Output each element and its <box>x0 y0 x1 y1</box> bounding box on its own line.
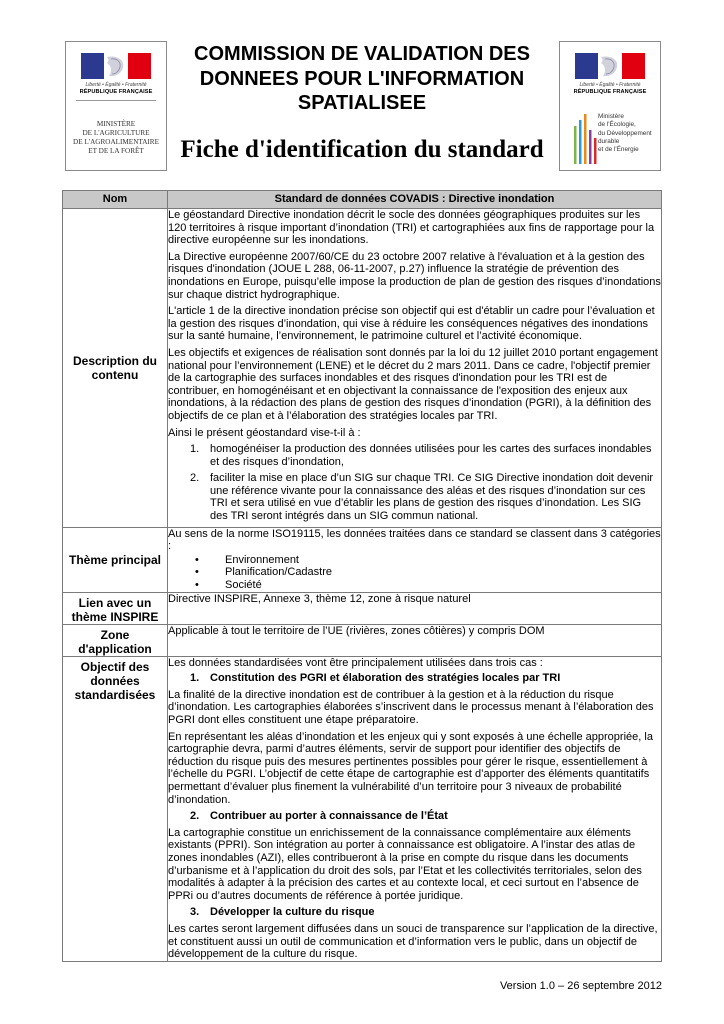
zone-value: Applicable à tout le territoire de l’UE (rivières, zones côtières) y compris DOM <box>168 624 662 656</box>
theme-value: Au sens de la norme ISO19115, les données traitées dans ce standard se classent dans 3 catégories : • Environnement • Planification/Cadastre • Société <box>168 527 661 592</box>
theme-label: Thème principal <box>63 527 168 592</box>
list-item: 2. faciliter la mise en place d’un SIG sur chaque TRI. Ce SIG Directive inondation doit devenir une référence vivante pour la connaissance des aléas et des risques d’inondation sur ces TRI et sera utilisé en vue d’établir les plans de gestion des risques d’inondation. Les SIG des TRI seront intégrés dans un SIG commun national. <box>190 472 654 523</box>
ministry-agriculture-logo <box>65 41 167 171</box>
description-label: Description du contenu <box>63 209 168 528</box>
marianne-profile-icon <box>575 53 645 79</box>
table-row-objectif <box>63 656 662 961</box>
motto-text: Liberté • Égalité • Fraternité <box>579 82 641 88</box>
table-row-description <box>63 209 662 528</box>
standard-identification-table <box>62 190 662 962</box>
inspire-label: Lien avec un thème INSPIRE <box>63 592 168 624</box>
ministry-name: MINISTÈRE DE L'AGRICULTURE DE L'AGROALIMENTAIRE ET DE LA FORÊT <box>73 120 159 155</box>
table-row-zone <box>63 624 662 656</box>
objectif-label: Objectif des données standardisées <box>63 656 168 961</box>
table-row-inspire <box>63 592 662 624</box>
nom-value: Standard de données COVADIS : Directive inondation <box>168 191 662 209</box>
ministry-name: Ministère de l'Écologie, du Développement durable et de l'Énergie <box>598 113 652 154</box>
description-value: Le géostandard Directive inondation décrit le socle des données géographiques produites sur les 120 territoires à risque important d’inondation (TRI) et cartographiées aux fins de rapportage pour la directive européenne sur les inondations. La Directive européenne 2007/60/CE du 23 octobre 2007 relative à l'évaluation et à la gestion des risques d'inondation (JOUE L 288, 06-11-2007, p.27) influence la stratégie de prévention des inondations en Europe, puisqu’elle impose la production de plan de gestion des risques d’inondations sur chaque district hydrographique. L'article 1 de la directive inondation précise son objectif qui est d'établir un cadre pour l’évaluation et la gestion des risques d’inondation, qui vise à réduire les conséquences négatives des inondations sur la santé humaine, l’environnement, le patrimoine culturel et l’activité économique. Les objectifs et exigences de réalisation sont donnés par la loi du 12 juillet 2010 portant engagement national pour l’environnement (LENE) et le décret du 2 mars 2011. Dans ce cadre, l'objectif premier de la cartographie des surfaces inondables et des risques d'inondation pour les TRI est de contribuer, en homogénéisant et en objectivant la connaissance de l'exposition des enjeux aux inondations, à la rédaction des plans de gestion des risques d’inondation (PGRI), à la définition des objectifs de ce plan et à l’élaboration des stratégies locales par TRI. Ainsi le présent géostandard vise-t-il à : 1. homogénéiser la production des données utilisées pour les cartes des surfaces inondables et des risques d’inondation, 2. faciliter la mise en place d’un SIG sur chaque TRI. Ce SIG Directive inondation doit devenir une référence vivante pour la connaissance des aléas et des risques d’inondation sur ces TRI et sera utilisé en vue d’établir les plans de gestion des risques d’inondation. Les SIG des TRI seront intégrés dans un SIG commun national. <box>168 209 662 528</box>
marianne-profile-icon <box>81 53 151 79</box>
objectif-section-heading: 3. Développer la culture du risque <box>190 906 375 919</box>
motto-text: Liberté • Égalité • Fraternité <box>85 82 147 88</box>
marianne-flag-icon <box>81 53 151 79</box>
republic-text: RÉPUBLIQUE FRANÇAISE <box>573 89 647 95</box>
republic-text: RÉPUBLIQUE FRANÇAISE <box>79 89 153 95</box>
commission-title: COMMISSION DE VALIDATION DES DONNEES POUR L'INFORMATION SPATIALISEE <box>194 43 530 114</box>
list-item: 1. homogénéiser la production des données utilisées pour les cartes des surfaces inondables et des risques d’inondation, <box>190 443 652 468</box>
list-item: • Environnement <box>195 553 299 566</box>
objectif-value: Les données standardisées vont être principalement utilisées dans trois cas : 1. Constitution des PGRI et élaboration des stratégies locales par TRI La finalité de la directive inondation est de contribuer à la gestion et à la réduction du risque d’inondation. Les cartographies élaborées s’inscrivent dans le processus menant à l’élaboration des PGRI dont elles constituent une étape préparatoire. En représentant les aléas d’inondation et les enjeux qui y sont exposés à une échelle appropriée, la cartographie devra, parmi d’autres éléments, servir de support pour identifier des objectifs de réduction du risque puis des mesures pertinentes possibles pour gérer le risque, essentiellement à l’échelle du PGRI. L’objectif de cette étape de cartographie est d’apporter des éléments quantitatifs permettant d’évaluer plus finement la vulnérabilité d’un territoire pour 3 niveaux de probabilité d’inondation. 2. Contribuer au porter à connaissance de l’État La cartographie constitue un enrichissement de la connaissance complémentaire aux éléments existants (PPRI). Son intégration au porter à connaissance est obligatoire. A l’instar des atlas de zones inondables (AZI), elles contribueront à la prise en compte du risque dans les documents d’urbanisme et à l’application du droit des sols, par l’Etat et les collectivités territoriales, selon des modalités à adapter à la précision des cartes et au contexte local, et ceci surtout en l’absence de PPRi ou d’autres documents de référence à portée juridique. 3. Développer la culture du risque Les cartes seront largement diffusées dans un souci de transparence sur l’application de la directive, et constituent aussi un outil de communication et d’information vers le public, dans un objectif de développement de la culture du risque. <box>168 656 662 961</box>
objectif-section-heading: 2. Contribuer au porter à connaissance de l’État <box>190 810 448 823</box>
table-row-theme <box>63 527 662 592</box>
objectif-section-heading: 1. Constitution des PGRI et élaboration des stratégies locales par TRI <box>190 672 561 685</box>
inspire-value: Directive INSPIRE, Annexe 3, thème 12, zone à risque naturel <box>168 592 662 624</box>
version-footer: Version 1.0 – 26 septembre 2012 <box>499 980 662 992</box>
description-list <box>168 443 661 523</box>
ministry-ecology-logo <box>559 41 661 171</box>
theme-list <box>168 554 661 592</box>
table-row-nom <box>63 191 662 209</box>
sheet-title: Fiche d'identification du standard <box>180 136 544 163</box>
list-item: • Société <box>195 579 262 592</box>
divider <box>76 100 156 101</box>
list-item: • Planification/Cadastre <box>195 566 333 579</box>
zone-label: Zone d'application <box>63 624 168 656</box>
marianne-flag-icon <box>575 53 645 79</box>
nom-label: Nom <box>63 191 168 209</box>
